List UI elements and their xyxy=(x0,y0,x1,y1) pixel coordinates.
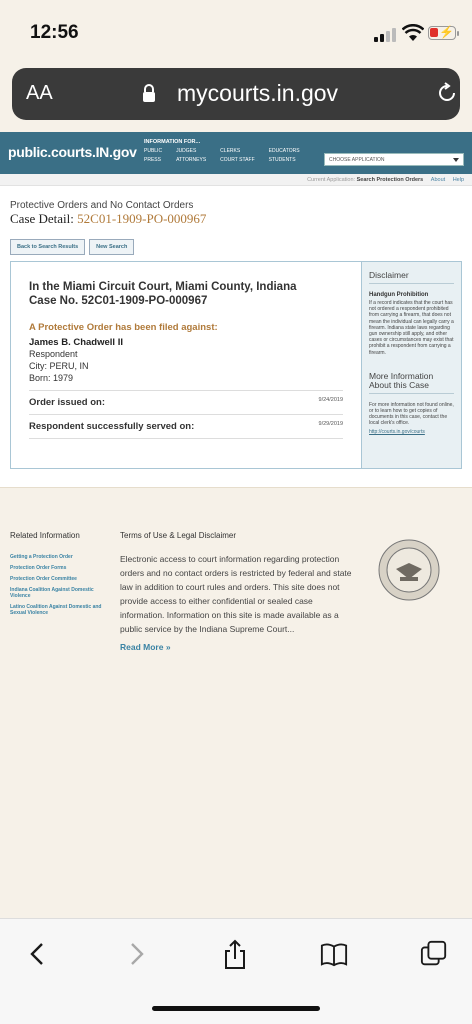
new-search-button[interactable]: New Search xyxy=(89,239,134,255)
respondent-role: Respondent xyxy=(29,349,78,359)
court-name: In the Miami Circuit Court, Miami County, Indiana xyxy=(29,281,297,293)
bookmarks-icon[interactable] xyxy=(320,939,348,969)
site-header xyxy=(0,132,472,174)
case-number-line: Case No. 52C01-1909-PO-000967 xyxy=(29,295,208,307)
more-info-title: More Information About this Case xyxy=(369,372,454,394)
main-content xyxy=(0,186,472,487)
help-link[interactable]: Help xyxy=(452,177,464,183)
related-link[interactable]: Indiana Coalition Against Domestic Violence xyxy=(10,587,94,599)
terms-section xyxy=(114,531,354,652)
battery-icon: ⚡ xyxy=(428,26,456,40)
page-title xyxy=(10,211,462,227)
handgun-text: If a record indicates that the court has not ordered a respondent prohibited from carrying a firearm, that does not mean the individual can legally carry a firearm. Indiana state laws regarding gun ownership still apply, and other cases or circumstances may exist that prohibit a respondent from carrying a firearm. xyxy=(369,300,454,356)
terms-title: Terms of Use & Legal Disclaimer xyxy=(120,531,237,540)
respondent-city: City: PERU, IN xyxy=(29,361,89,371)
nav-link[interactable]: CLERKS xyxy=(220,148,241,154)
footer-divider xyxy=(0,487,472,531)
terms-text: Electronic access to court information regarding protection orders and no contact orders is restricted by federal and state law in addition to court rules and orders. This site does not provide access to either confidential or sealed case information. Information on this site is made available as a public service by the Indiana Supreme Court... xyxy=(120,554,352,634)
audience-nav xyxy=(144,148,300,163)
back-icon[interactable] xyxy=(24,939,52,969)
nav-link[interactable]: JUDGES xyxy=(176,148,197,154)
court-seal-icon xyxy=(378,539,440,601)
nav-link[interactable]: ATTORNEYS xyxy=(176,157,207,163)
case-number: 52C01-1909-PO-000967 xyxy=(77,211,207,226)
site-logo[interactable]: public.courts.IN.gov xyxy=(8,144,137,160)
order-issued-label: Order issued on: xyxy=(29,397,106,408)
disclaimer-sidebar xyxy=(361,262,461,468)
page-subtitle: Protective Orders and No Contact Orders xyxy=(10,200,194,211)
served-row xyxy=(29,414,343,432)
courts-link[interactable]: http://courts.in.gov/courts xyxy=(369,428,425,435)
wifi-icon xyxy=(402,24,424,42)
footer xyxy=(0,531,472,652)
current-app-label: Current Application: xyxy=(307,177,356,183)
reload-icon[interactable] xyxy=(436,82,458,104)
nav-link[interactable]: EDUCATORS xyxy=(268,148,300,154)
tabs-icon[interactable] xyxy=(420,939,448,969)
more-info-text: For more information not found online, or to learn how to get copies of documents in this case, contact the local clerk's office. xyxy=(369,401,454,427)
about-link[interactable]: About xyxy=(430,177,446,183)
current-app: Search Protection Orders xyxy=(356,177,424,183)
home-indicator xyxy=(152,1006,320,1011)
nav-link[interactable]: COURT STAFF xyxy=(220,157,255,163)
share-icon[interactable] xyxy=(221,939,249,969)
nav-link[interactable]: PRESS xyxy=(144,157,161,163)
related-link[interactable]: Getting a Protection Order xyxy=(10,554,73,560)
related-link[interactable]: Latino Coalition Against Domestic and Sexual Violence xyxy=(10,604,102,616)
breadcrumb xyxy=(0,174,472,186)
nav-link[interactable]: PUBLIC xyxy=(144,148,163,154)
lock-icon xyxy=(142,84,156,102)
case-detail-label: Case Detail: xyxy=(10,211,74,226)
related-info xyxy=(10,531,114,652)
order-issued-row xyxy=(29,390,343,408)
read-more-link[interactable]: Read More » xyxy=(120,642,171,652)
filed-against-heading: A Protective Order has been filed against: xyxy=(29,322,218,333)
order-issued-date: 9/24/2019 xyxy=(318,397,343,403)
url-text[interactable]: mycourts.in.gov xyxy=(177,80,339,106)
back-to-results-button[interactable]: Back to Search Results xyxy=(10,239,85,255)
url-bar[interactable] xyxy=(12,68,460,120)
status-time: 12:56 xyxy=(30,22,79,43)
case-panel xyxy=(10,261,462,469)
related-link[interactable]: Protection Order Committee xyxy=(10,576,77,582)
respondent-name: James B. Chadwell II xyxy=(29,337,123,348)
respondent-born: Born: 1979 xyxy=(29,373,74,383)
case-details xyxy=(11,262,361,468)
signal-icon xyxy=(374,26,396,42)
info-for-label: INFORMATION FOR... xyxy=(144,139,201,145)
website xyxy=(0,132,472,652)
related-title: Related Information xyxy=(10,531,80,540)
forward-icon[interactable] xyxy=(122,939,150,969)
disclaimer-title: Disclaimer xyxy=(369,270,454,284)
application-select[interactable]: CHOOSE APPLICATION xyxy=(324,153,464,166)
handgun-title: Handgun Prohibition xyxy=(369,292,429,298)
reader-text-button[interactable]: AA xyxy=(26,82,53,104)
served-label: Respondent successfully served on: xyxy=(29,421,195,432)
nav-link[interactable]: STUDENTS xyxy=(268,157,296,163)
status-bar xyxy=(0,0,472,64)
related-link[interactable]: Protection Order Forms xyxy=(10,565,67,571)
served-date: 9/29/2019 xyxy=(318,421,343,427)
